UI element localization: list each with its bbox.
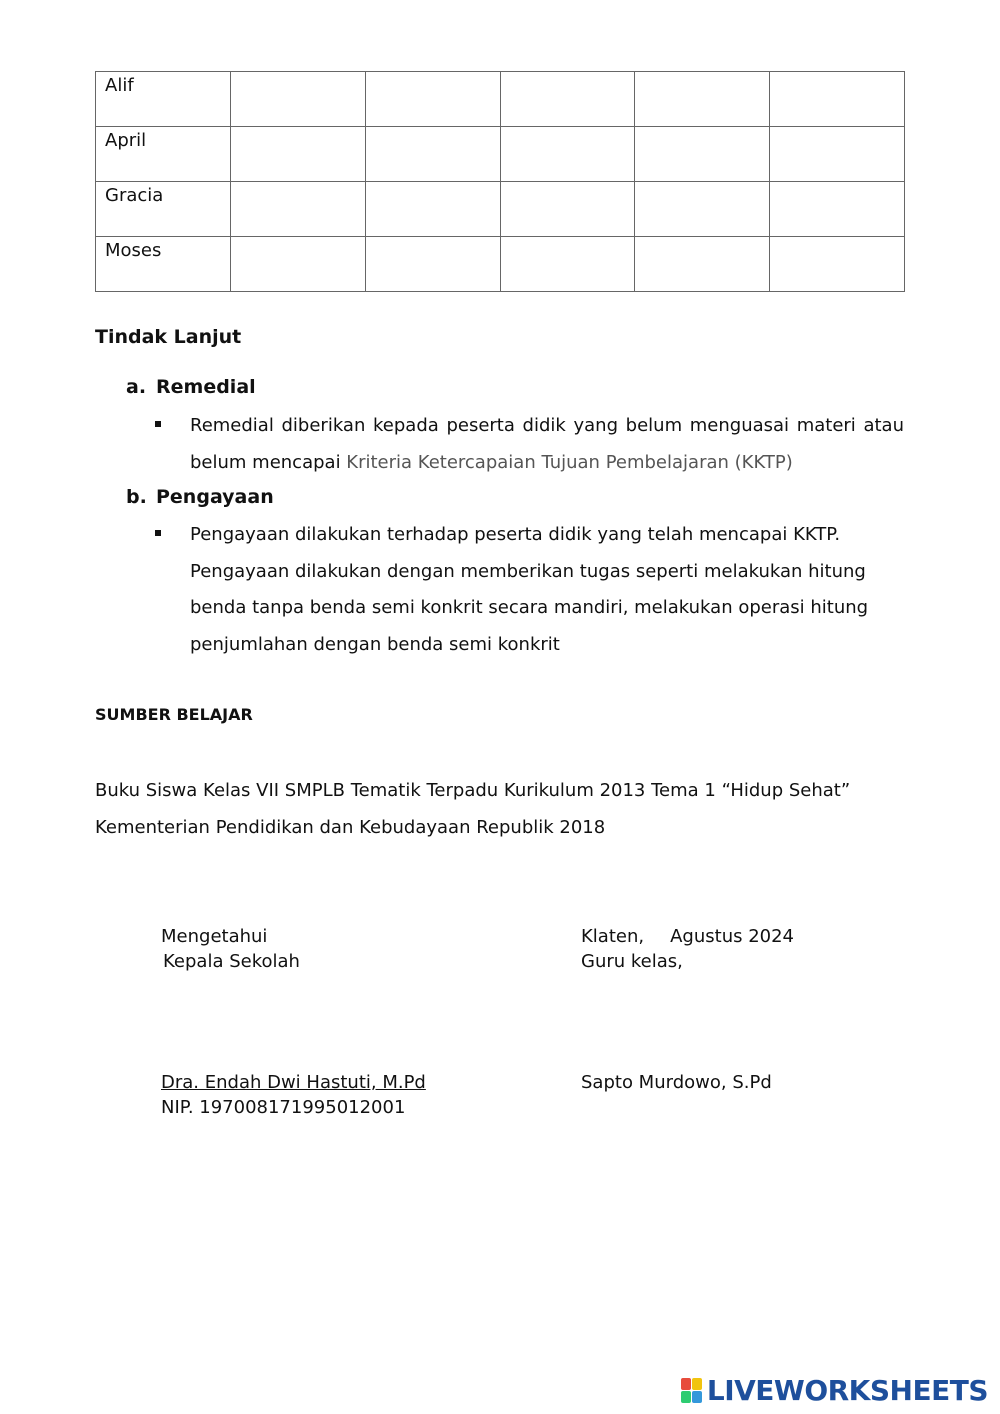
score-cell[interactable] <box>231 127 366 182</box>
signature-place: Klaten, <box>581 926 645 947</box>
student-name-cell: Alif <box>96 72 231 127</box>
left-signature-line1: Mengetahui <box>161 926 268 947</box>
score-cell[interactable] <box>635 237 770 292</box>
student-name-cell: Moses <box>96 237 231 292</box>
score-cell[interactable] <box>365 72 500 127</box>
table-row <box>96 127 905 182</box>
enrichment-line: benda tanpa benda semi konkrit secara mandiri, melakukan operasi hitung <box>190 597 869 618</box>
square-bullet-icon <box>155 530 165 540</box>
student-name-cell: Gracia <box>96 182 231 237</box>
square-bullet-icon <box>155 421 165 431</box>
principal-name: Dra. Endah Dwi Hastuti, M.Pd <box>161 1072 426 1093</box>
liveworksheets-logo <box>681 1374 988 1407</box>
enrichment-heading <box>126 486 274 508</box>
enrichment-paragraph <box>190 517 904 663</box>
score-cell[interactable] <box>365 237 500 292</box>
table-row <box>96 72 905 127</box>
sources-heading: SUMBER BELAJAR <box>95 705 253 724</box>
enrichment-line: penjumlahan dengan benda semi konkrit <box>190 633 560 655</box>
kktp-text: Kriteria Ketercapaian Tujuan Pembelajaran (KKTP) <box>346 451 793 473</box>
score-cell[interactable] <box>500 127 635 182</box>
signature-date: Agustus 2024 <box>670 926 795 947</box>
enrichment-marker: b. <box>126 486 147 508</box>
score-cell[interactable] <box>770 182 905 237</box>
score-cell[interactable] <box>770 237 905 292</box>
source-line: Kementerian Pendidikan dan Kebudayaan Republik 2018 <box>95 816 606 838</box>
score-cell[interactable] <box>365 182 500 237</box>
student-name-cell: April <box>96 127 231 182</box>
source-line: Buku Siswa Kelas VII SMPLB Tematik Terpadu Kurikulum 2013 Tema 1 “Hidup Sehat” <box>95 780 851 801</box>
score-cell[interactable] <box>500 182 635 237</box>
remedial-heading <box>126 376 256 398</box>
table-row <box>96 182 905 237</box>
left-signature-role: Kepala Sekolah <box>163 951 300 972</box>
teacher-role: Guru kelas, <box>581 951 683 972</box>
teacher-name: Sapto Murdowo, S.Pd <box>581 1072 772 1093</box>
score-cell[interactable] <box>231 72 366 127</box>
liveworksheets-logo-icon <box>681 1378 703 1404</box>
enrichment-line: Pengayaan dilakukan terhadap peserta didik yang telah mencapai KKTP. <box>190 524 841 545</box>
sources-text <box>95 773 915 846</box>
enrichment-line: Pengayaan dilakukan dengan memberikan tugas seperti melakukan hitung <box>190 560 866 582</box>
remedial-paragraph <box>190 408 904 481</box>
score-cell[interactable] <box>770 72 905 127</box>
table-row <box>96 237 905 292</box>
score-cell[interactable] <box>500 72 635 127</box>
liveworksheets-logo-text: LIVEWORKSHEETS <box>706 1374 988 1407</box>
score-cell[interactable] <box>635 72 770 127</box>
principal-nip: NIP. 197008171995012001 <box>161 1097 406 1118</box>
remedial-marker: a. <box>126 376 147 398</box>
score-cell[interactable] <box>231 237 366 292</box>
followup-heading: Tindak Lanjut <box>95 326 242 348</box>
score-cell[interactable] <box>770 127 905 182</box>
score-cell[interactable] <box>635 127 770 182</box>
score-cell[interactable] <box>231 182 366 237</box>
score-cell[interactable] <box>635 182 770 237</box>
signature-date-line <box>581 925 794 949</box>
score-cell[interactable] <box>500 237 635 292</box>
enrichment-title: Pengayaan <box>156 486 274 508</box>
remedial-title: Remedial <box>156 376 256 398</box>
remedial-text: Remedial diberikan kepada peserta didik yang belum menguasai materi atau belum mencapai <box>190 415 904 473</box>
assessment-table <box>95 71 905 292</box>
score-cell[interactable] <box>365 127 500 182</box>
